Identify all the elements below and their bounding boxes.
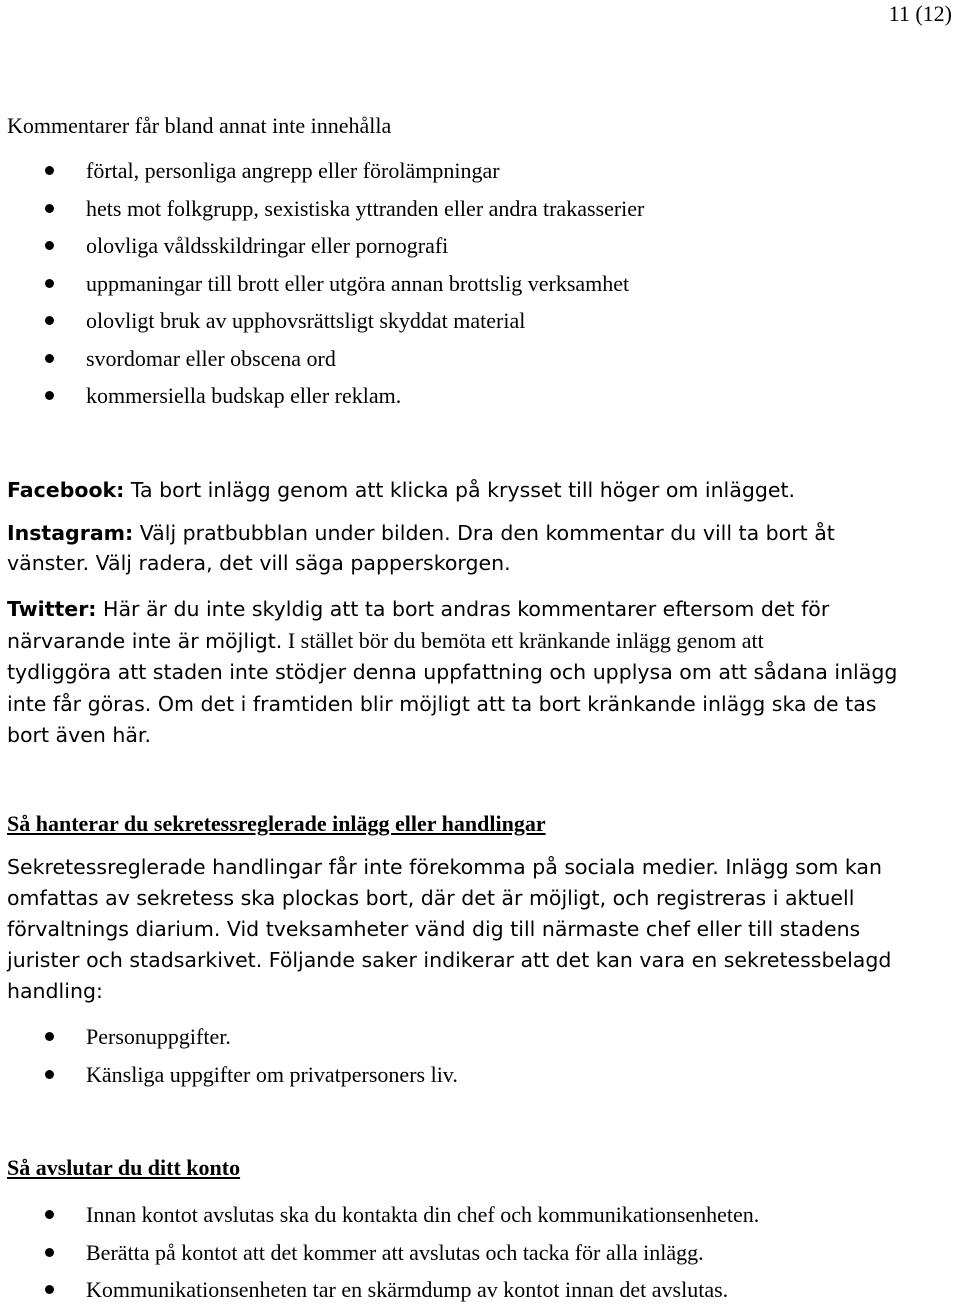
- facebook-text: Ta bort inlägg genom att klicka på krysset till höger om inlägget.: [124, 478, 796, 502]
- bullet-icon: [45, 166, 54, 175]
- secrecy-indicator-list: [0, 1021, 940, 1096]
- bullet-icon: [45, 1070, 54, 1079]
- list-item: Kommunikationsenheten tar en skärmdump av kontot innan det avslutas.: [0, 1274, 940, 1312]
- bullet-icon: [45, 316, 54, 325]
- facebook-instructions: [7, 475, 947, 506]
- bullet-icon: [45, 1032, 54, 1041]
- secrecy-line: förvaltnings diarium. Vid tveksamheter vänd dig till närmaste chef eller till stadens: [7, 917, 861, 941]
- instagram-instructions: [7, 518, 947, 579]
- secrecy-line: Sekretessreglerade handlingar får inte förekomma på sociala medier. Inlägg som kan: [7, 855, 882, 879]
- twitter-line4-sans: inte får göras.: [7, 692, 152, 716]
- bullet-icon: [45, 1248, 54, 1257]
- list-item: förtal, personliga angrepp eller förolämpningar: [0, 155, 940, 193]
- list-item: uppmaningar till brott eller utgöra annan brottslig verksamhet: [0, 268, 940, 306]
- list-item: kommersiella budskap eller reklam.: [0, 380, 940, 418]
- twitter-line4-serif: Om det i framtiden blir möjligt att ta bort kränkande inlägg ska de tas: [151, 692, 877, 716]
- list-item: Känsliga uppgifter om privatpersoners liv.: [0, 1059, 940, 1097]
- list-item: olovliga våldsskildringar eller pornografi: [0, 230, 940, 268]
- secrecy-line: jurister och stadsarkivet. Följande saker indikerar att det kan vara en sekretessbelagd: [7, 948, 892, 972]
- twitter-line1: Här är du inte skyldig att ta bort andras kommentarer eftersom det för: [96, 597, 830, 621]
- secrecy-line: omfattas av sekretess ska plockas bort, där det är möjligt, och registreras i aktuell: [7, 886, 855, 910]
- secrecy-section: [7, 808, 947, 839]
- secrecy-body: [7, 852, 947, 1007]
- list-item: Berätta på kontot att det kommer att avslutas och tacka för alla inlägg.: [0, 1237, 940, 1275]
- bullet-icon: [45, 354, 54, 363]
- twitter-instructions: [7, 594, 947, 751]
- twitter-line2: närvarande inte är möjligt.: [7, 629, 283, 653]
- secrecy-heading: Så hanterar du sekretessreglerade inlägg eller handlingar: [7, 811, 546, 836]
- list-item: Innan kontot avslutas ska du kontakta din chef och kommunikationsenheten.: [0, 1199, 940, 1237]
- bullet-icon: [45, 204, 54, 213]
- secrecy-line: handling:: [7, 979, 103, 1003]
- twitter-line3: tydliggöra att staden inte stödjer denna uppfattning och upplysa om att sådana inlägg: [7, 660, 898, 684]
- close-account-section: [7, 1152, 947, 1183]
- twitter-label: Twitter:: [7, 597, 97, 621]
- page-number: 11 (12): [888, 1, 952, 26]
- list-item: svordomar eller obscena ord: [0, 343, 940, 381]
- twitter-line5: bort även här.: [7, 723, 151, 747]
- bullet-icon: [45, 1285, 54, 1294]
- comments-intro: Kommentarer får bland annat inte innehålla: [7, 113, 392, 138]
- bullet-icon: [45, 241, 54, 250]
- bullet-icon: [45, 1210, 54, 1219]
- twitter-line2-serif: I stället bör du bemöta ett kränkande inlägg genom att: [282, 628, 764, 653]
- instagram-text-line1: Välj pratbubblan under bilden. Dra den kommentar du vill ta bort åt: [133, 521, 835, 545]
- list-item: olovligt bruk av upphovsrättsligt skyddat material: [0, 305, 940, 343]
- facebook-label: Facebook:: [7, 478, 125, 502]
- bullet-icon: [45, 391, 54, 400]
- close-account-list: [0, 1199, 940, 1312]
- comments-intro-block: [7, 110, 947, 141]
- list-item: Personuppgifter.: [0, 1021, 940, 1059]
- prohibited-content-list: [0, 155, 940, 418]
- bullet-icon: [45, 279, 54, 288]
- list-item: hets mot folkgrupp, sexistiska yttranden eller andra trakasserier: [0, 193, 940, 231]
- instagram-text-line2: vänster. Välj radera, det vill säga papperskorgen.: [7, 551, 511, 575]
- instagram-label: Instagram:: [7, 521, 134, 545]
- close-account-heading: Så avslutar du ditt konto: [7, 1155, 241, 1180]
